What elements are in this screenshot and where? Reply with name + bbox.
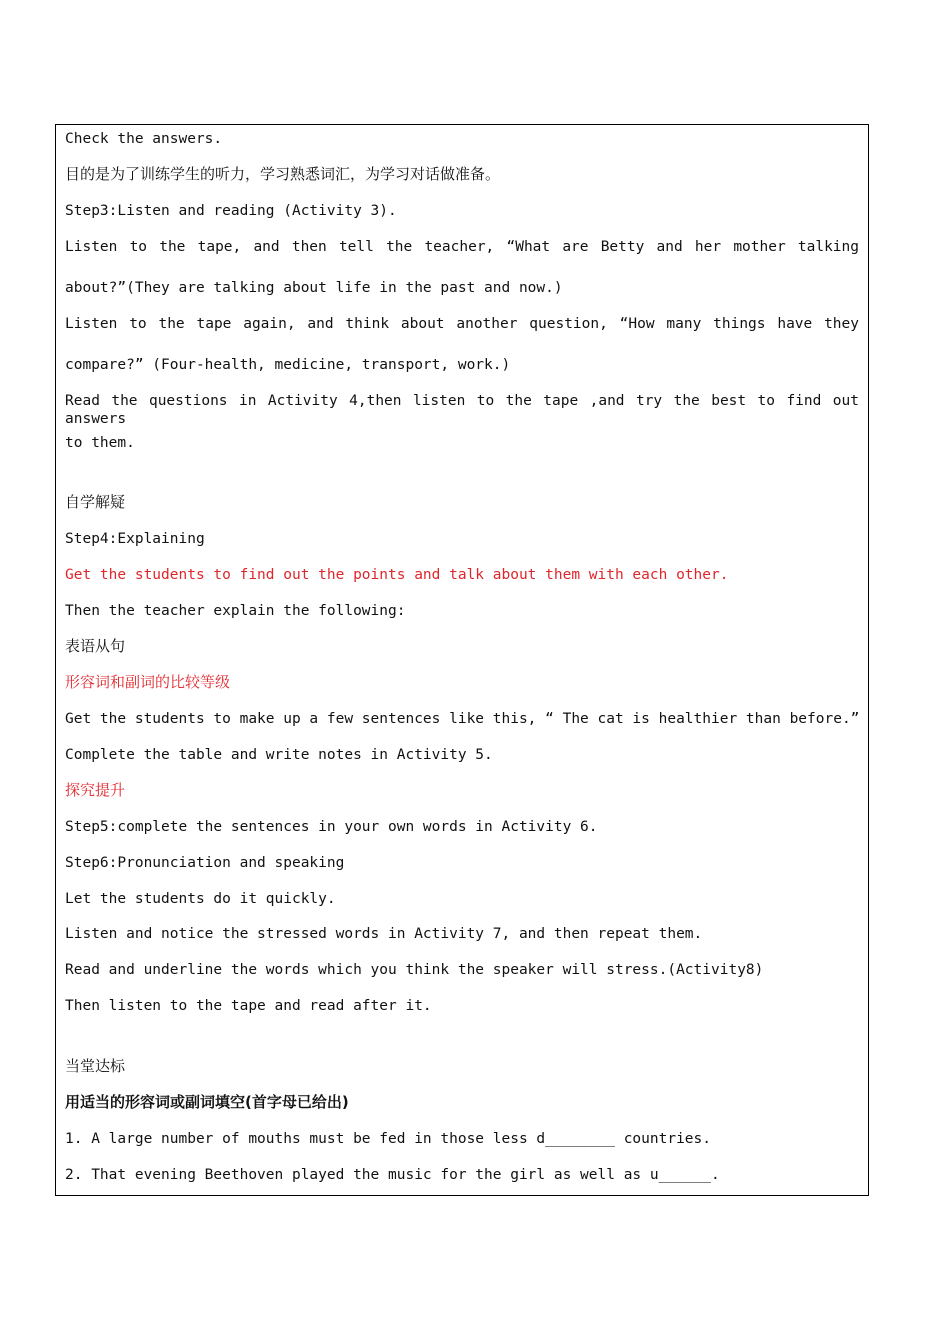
exercise-question-1: 1. A large number of mouths must be fed in those less d________ countries.: [65, 1131, 712, 1147]
step3-heading: Step3:Listen and reading (Activity 3).: [65, 203, 397, 219]
listen-instruction-1b: about?”(They are talking about life in the past and now.): [65, 280, 563, 296]
step5-line: Step5:complete the sentences in your own words in Activity 6.: [65, 819, 598, 835]
explore-heading: 探究提升: [65, 781, 126, 799]
listen-instruction-2a: Listen to the tape again, and think about another question, “How many things have they: [65, 316, 859, 332]
complete-table-line: Complete the table and write notes in Activity 5.: [65, 747, 493, 763]
read-after-line: Then listen to the tape and read after it.: [65, 998, 432, 1014]
teacher-explain-line: Then the teacher explain the following:: [65, 603, 406, 619]
fill-blank-instruction: 用适当的形容词或副词填空(首字母已给出): [65, 1093, 349, 1111]
listen-instruction-2b: compare?” (Four-health, medicine, transport, work.): [65, 357, 511, 373]
underline-words-line: Read and underline the words which you think the speaker will stress.(Activity8): [65, 962, 764, 978]
stressed-words-line: Listen and notice the stressed words in Activity 7, and then repeat them.: [65, 926, 703, 942]
lesson-plan-box: [55, 124, 869, 1196]
step6-heading: Step6:Pronunciation and speaking: [65, 855, 345, 871]
self-study-heading: 自学解疑: [65, 493, 126, 511]
step4-heading: Step4:Explaining: [65, 531, 205, 547]
make-sentences-line: Get the students to make up a few sentences like this, “ The cat is healthier than before.”: [65, 711, 860, 727]
purpose-line: 目的是为了训练学生的听力，学习熟悉词汇，为学习对话做准备。: [65, 165, 501, 183]
predicative-clause-heading: 表语从句: [65, 637, 126, 655]
listen-instruction-1a: Listen to the tape, and then tell the teacher, “What are Betty and her mother talking: [65, 239, 859, 255]
comparison-heading: 形容词和副词的比较等级: [65, 673, 231, 691]
read-questions-1a: Read the questions in Activity 4,then listen to the tape ,and try the best to find out answers: [65, 393, 859, 427]
check-answers-line: Check the answers.: [65, 131, 223, 147]
find-points-line: Get the students to find out the points and talk about them with each other.: [65, 567, 729, 583]
in-class-heading: 当堂达标: [65, 1057, 126, 1075]
exercise-question-2: 2. That evening Beethoven played the music for the girl as well as u______.: [65, 1167, 720, 1183]
read-questions-1b: to them.: [65, 435, 135, 451]
do-quickly-line: Let the students do it quickly.: [65, 891, 336, 907]
